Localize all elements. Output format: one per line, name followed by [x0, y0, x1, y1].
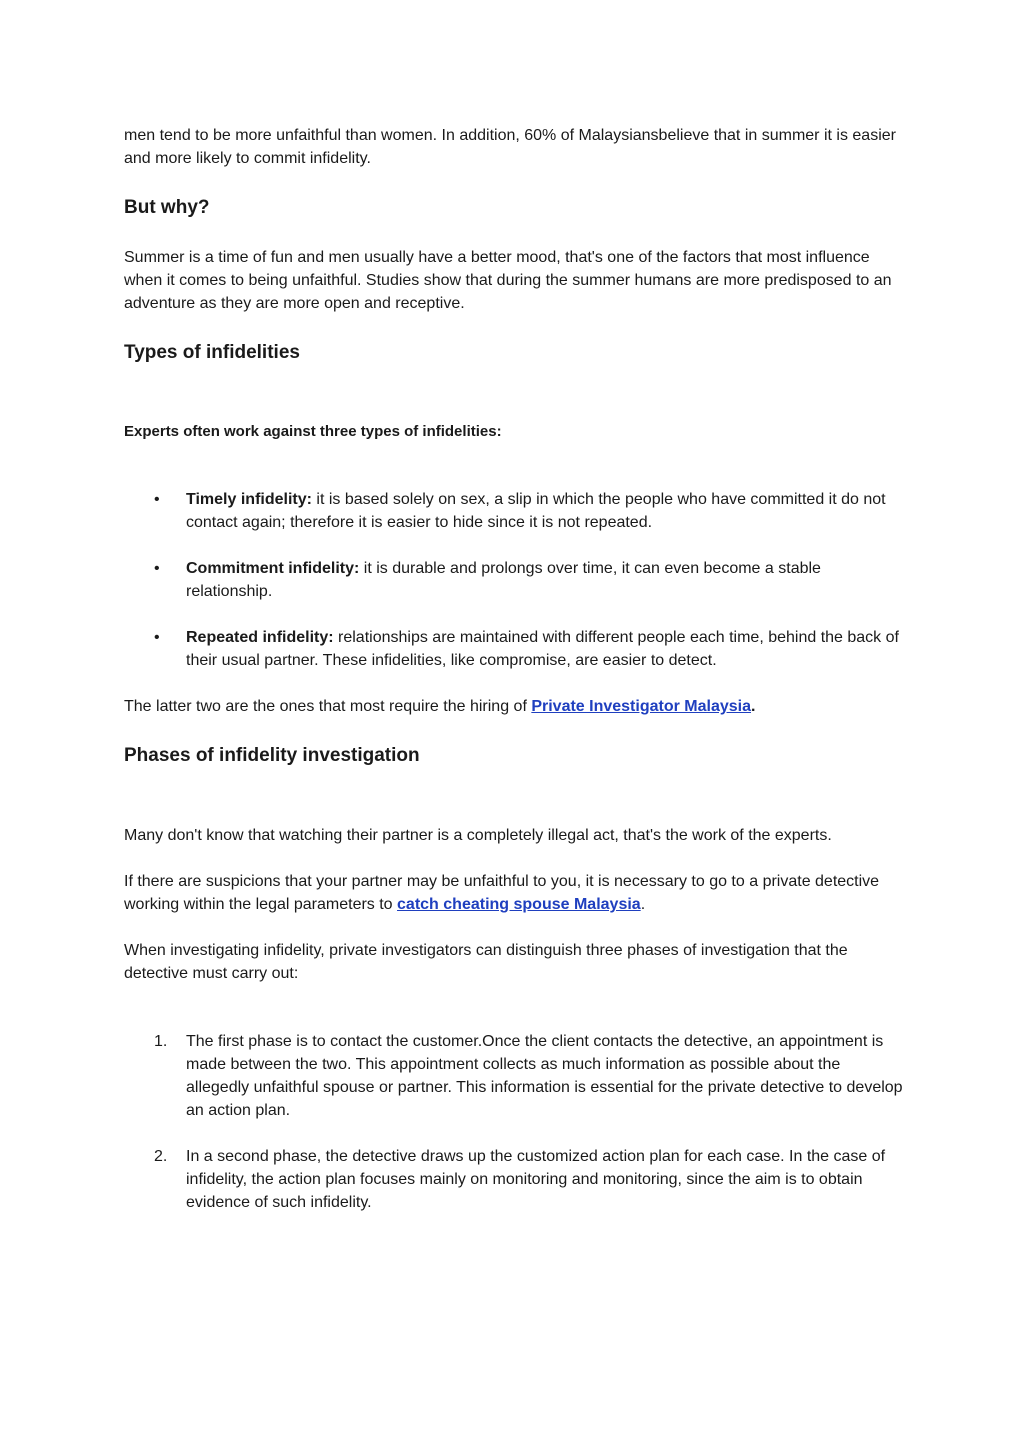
phases-paragraph-2: [124, 870, 904, 916]
step-number: 2.: [154, 1148, 168, 1165]
list-item-step-2: [124, 1145, 904, 1214]
closing-prefix: The latter two are the ones that most require the hiring of: [124, 698, 532, 715]
term-description: it is durable and prolongs over time, it can even become a stable relationship.: [186, 560, 821, 600]
para2-prefix: If there are suspicions that your partner may be unfaithful to you, it is necessary to go to a private detective working within the legal parameters to: [124, 873, 880, 913]
phases-paragraph-3: When investigating infidelity, private investigators can distinguish three phases of investigation that the detective must carry out:: [124, 942, 848, 982]
list-item-commitment: [124, 557, 904, 603]
heading-but-why: But why?: [124, 197, 210, 218]
term-description: relationships are maintained with different people each time, behind the back of their usual partner. These infidelities, like compromise, are easier to detect.: [186, 629, 899, 669]
document-page: [124, 124, 904, 1214]
why-paragraph: Summer is a time of fun and men usually have a better mood, that's one of the factors that most influence when it comes to being unfaithful. Studies show that during the summer humans are more predisposed to an adventure as they are more open and receptive.: [124, 249, 892, 312]
step-text: The first phase is to contact the customer.Once the client contacts the detective, an appointment is made between the two. This appointment collects as much information as possible about the allegedly unfaithful spouse or partner. This information is essential for the private detective to develop an action plan.: [186, 1033, 903, 1119]
intro-paragraph: men tend to be more unfaithful than women. In addition, 60% of Malaysiansbelieve that in summer it is easier and more likely to commit infidelity.: [124, 127, 896, 167]
term-description: it is based solely on sex, a slip in which the people who have committed it do not contact again; therefore it is easier to hide since it is not repeated.: [186, 491, 886, 531]
closing-suffix: .: [750, 698, 756, 715]
step-number: 1.: [154, 1033, 168, 1050]
heading-types-of-infidelities: Types of infidelities: [124, 342, 300, 363]
heading-phases: Phases of infidelity investigation: [124, 745, 420, 766]
term-label: Repeated infidelity:: [186, 629, 334, 646]
step-text: In a second phase, the detective draws up the customized action plan for each case. In the case of infidelity, the action plan focuses mainly on monitoring and monitoring, since the aim is to obtain evidence of such infidelity.: [186, 1148, 886, 1211]
para2-suffix: .: [640, 896, 646, 913]
list-item-timely: [124, 488, 904, 534]
private-investigator-link[interactable]: Private Investigator Malaysia: [531, 698, 751, 715]
bullet-icon: •: [154, 491, 160, 508]
list-item-step-1: [124, 1030, 904, 1122]
phases-steps-list: [124, 1030, 904, 1214]
catch-cheating-spouse-link[interactable]: catch cheating spouse Malaysia: [397, 896, 641, 913]
term-label: Commitment infidelity:: [186, 560, 360, 577]
types-subheading: Experts often work against three types of infidelities:: [124, 423, 502, 440]
phases-paragraph-1: Many don't know that watching their partner is a completely illegal act, that's the work of the experts.: [124, 827, 832, 844]
bullet-icon: •: [154, 629, 160, 646]
types-list: [124, 488, 904, 672]
list-item-repeated: [124, 626, 904, 672]
bullet-icon: •: [154, 560, 160, 577]
types-closing-paragraph: [124, 695, 904, 718]
term-label: Timely infidelity:: [186, 491, 312, 508]
